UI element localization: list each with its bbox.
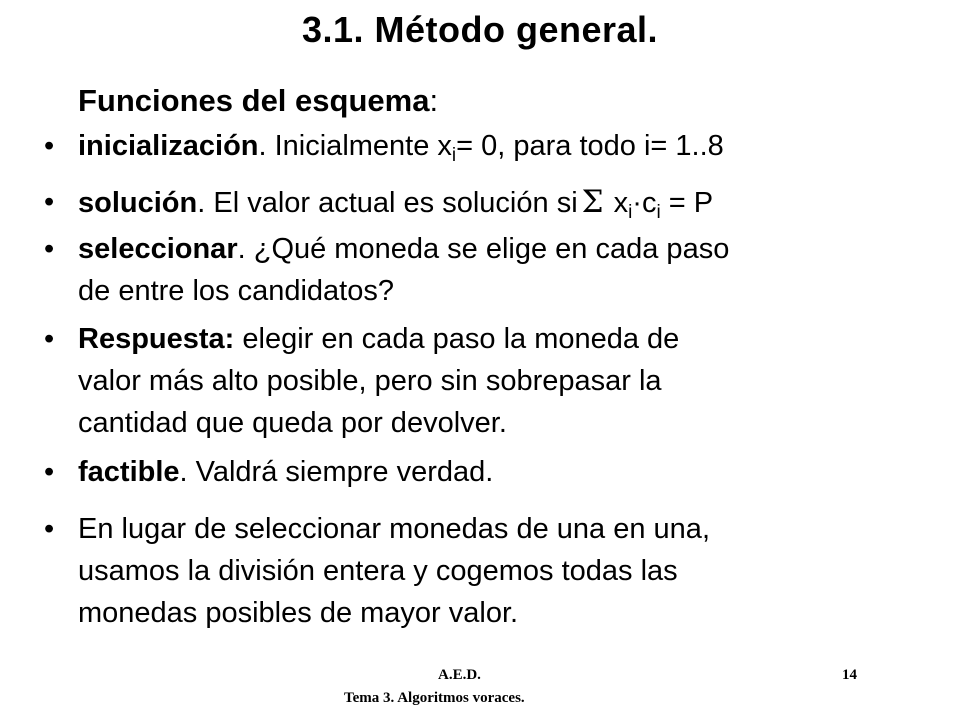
factible-rest: . Valdrá siempre verdad. [179,456,494,488]
text-after-var: = 0, para todo i= 1..8 [456,130,724,162]
subscript-x: i [628,202,633,223]
line1-rest: . ¿Qué moneda se elige en cada paso [237,233,730,265]
footer-course: A.E.D. [438,667,481,683]
bullet-text [78,125,724,167]
bullet-marker: • [44,130,55,162]
subscript-i: i [451,145,457,166]
bullet-text [78,181,713,224]
keyword-respuesta: Respuesta: [78,323,235,355]
subheading-colon: : [429,83,439,118]
var-x: x [613,187,629,219]
footer-topic: Tema 3. Algoritmos voraces. [344,690,525,706]
bullet-marker: • [44,456,55,488]
bullet-line: monedas posibles de mayor valor. [78,597,519,629]
subheading [78,81,438,121]
bullet-line: cantidad que queda por devolver. [78,407,507,439]
bullet-line [78,125,724,167]
bullet-line: de entre los candidatos? [78,275,394,307]
bullet-marker: • [44,233,55,265]
bullet-line [78,318,679,360]
bullet-marker: • [44,513,55,545]
bullet-line: usamos la división entera y cogemos todas las [78,555,678,587]
bullet-line: valor más alto posible, pero sin sobrepasar la [78,365,662,397]
subheading-text: Funciones del esquema [78,83,430,118]
dot-c: ·c [632,187,657,219]
bullet-marker: • [44,323,55,355]
bullet-line [78,451,493,493]
bullet-text [78,228,729,312]
bullet-line [78,228,729,270]
keyword-inicializacion: inicialización [78,130,259,162]
bullet-line [78,181,713,224]
subscript-c: i [656,202,661,223]
bullet-text [78,451,493,493]
text-before-sigma: . El valor actual es solución si [197,187,578,219]
sigma-symbol: Σ [581,184,604,220]
keyword-solucion: solución [78,187,198,219]
keyword-factible: factible [78,456,180,488]
text-before-var: . Inicialmente x [258,130,452,162]
bullet-text [78,318,679,444]
keyword-seleccionar: seleccionar [78,233,238,265]
line1-rest: elegir en cada paso la moneda de [234,323,680,355]
footer-page-number: 14 [842,667,857,683]
text-end: = P [660,187,714,219]
bullet-marker: • [44,186,55,218]
bullet-text [78,508,710,634]
slide-title: 3.1. Método general. [301,9,659,50]
bullet-line: En lugar de seleccionar monedas de una en una, [78,513,710,545]
